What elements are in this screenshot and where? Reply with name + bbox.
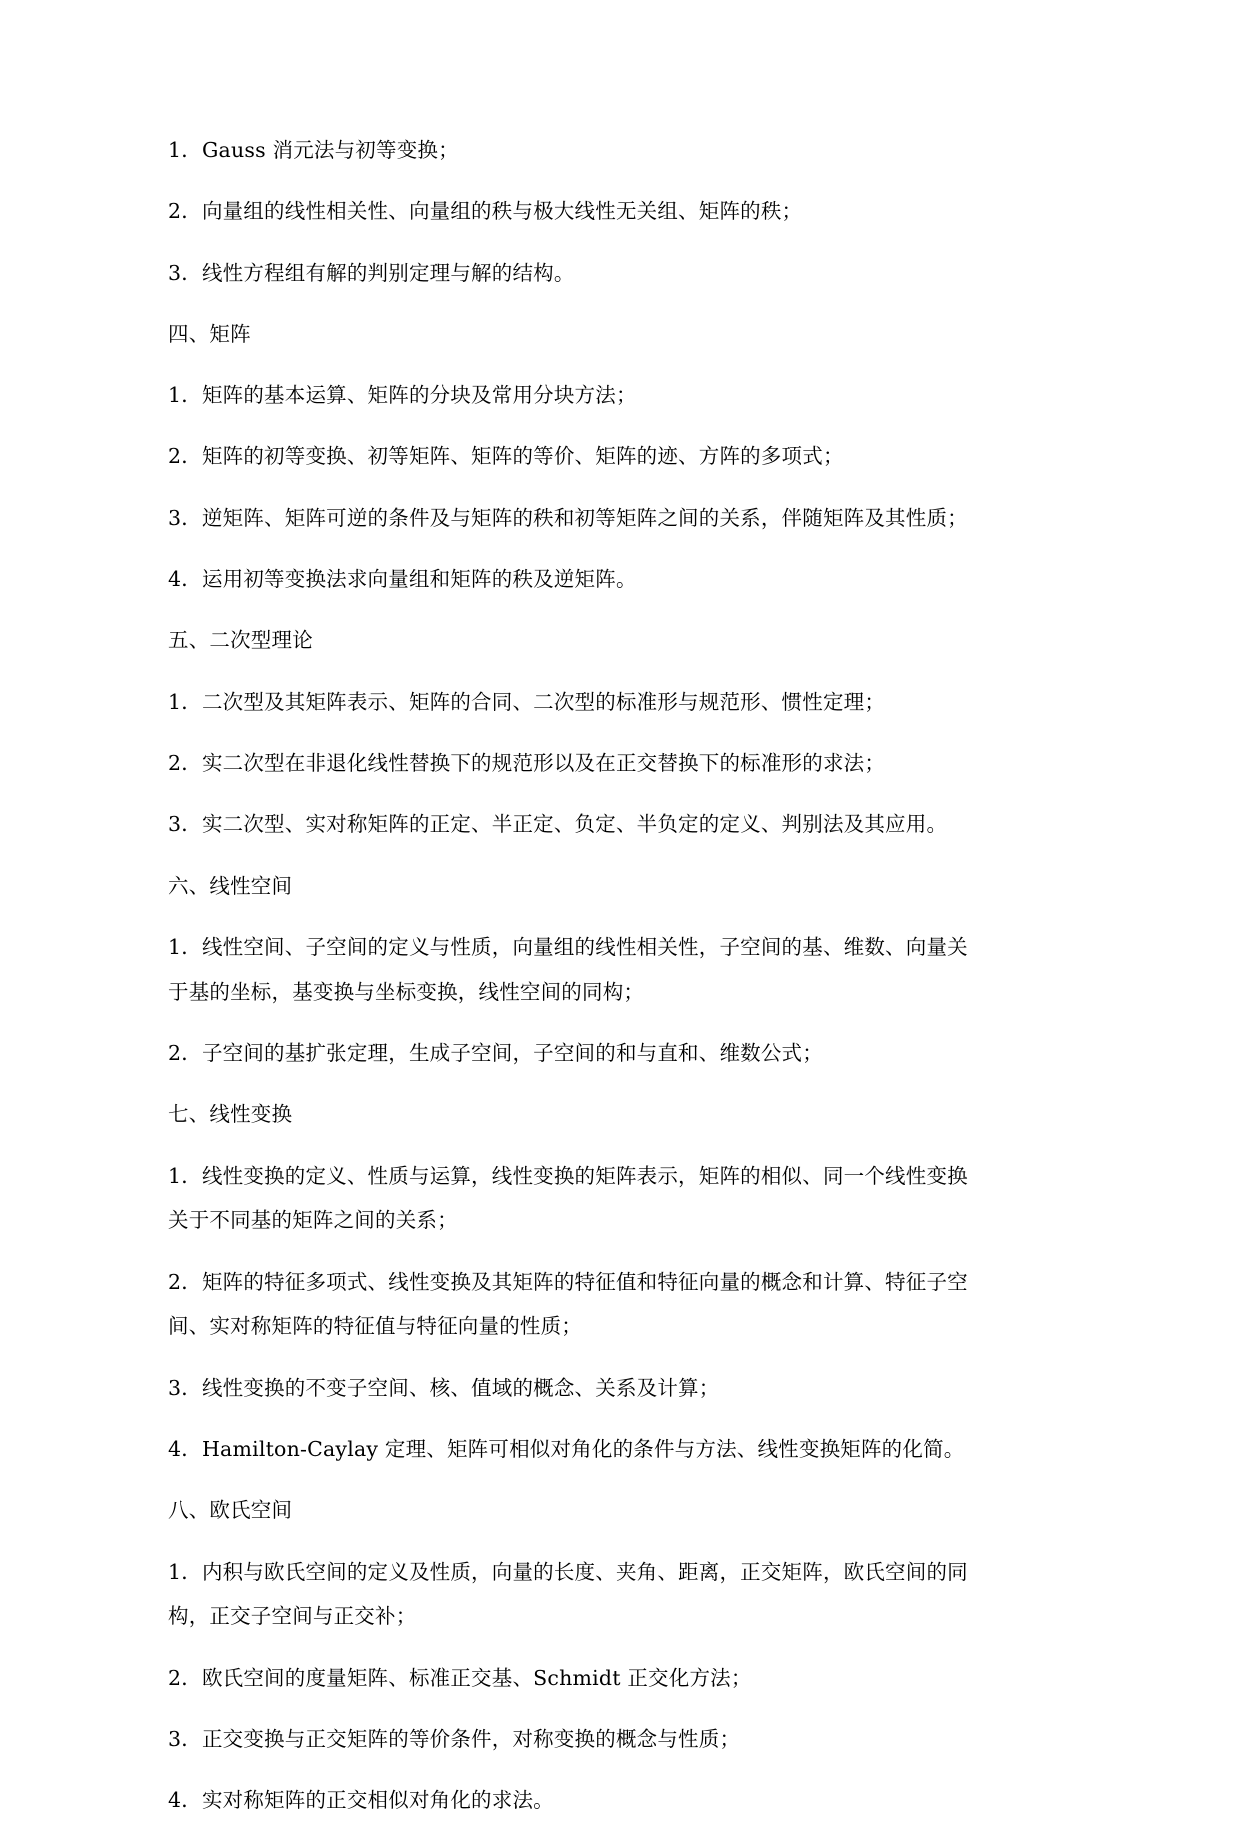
- section-heading-linear-space: 六、线性空间: [168, 873, 293, 898]
- list-item: 1．二次型及其矩阵表示、矩阵的合同、二次型的标准形与规范形、惯性定理；: [168, 689, 886, 714]
- list-item: 1．线性空间、子空间的定义与性质，向量组的线性相关性，子空间的基、维数、向量关于基的坐标，基变换与坐标变换，线性空间的同构；: [168, 934, 968, 1004]
- list-item: 1．线性变换的定义、性质与运算，线性变换的矩阵表示，矩阵的相似、同一个线性变换关于不同基的矩阵之间的关系；: [168, 1163, 968, 1233]
- list-item: 3．线性变换的不变子空间、核、值域的概念、关系及计算；: [168, 1375, 720, 1400]
- list-item: 3．实二次型、实对称矩阵的正定、半正定、负定、半负定的定义、判别法及其应用。: [168, 812, 948, 837]
- list-item: 1．内积与欧氏空间的定义及性质，向量的长度、夹角、距离，正交矩阵，欧氏空间的同构，正交子空间与正交补；: [168, 1559, 968, 1629]
- list-item: 2．子空间的基扩张定理，生成子空间，子空间的和与直和、维数公式；: [168, 1040, 823, 1065]
- list-item: 2．矩阵的初等变换、初等矩阵、矩阵的等价、矩阵的迹、方阵的多项式；: [168, 444, 844, 469]
- list-item: 2．矩阵的特征多项式、线性变换及其矩阵的特征值和特征向量的概念和计算、特征子空间、实对称矩阵的特征值与特征向量的性质；: [168, 1269, 968, 1339]
- section-heading-quadratic-form: 五、二次型理论: [168, 628, 313, 653]
- list-item: 4．Hamilton-Caylay 定理、矩阵可相似对角化的条件与方法、线性变换矩阵的化简。: [168, 1437, 965, 1462]
- section-heading-euclidean-space: 八、欧氏空间: [168, 1498, 293, 1523]
- list-item: 2．欧氏空间的度量矩阵、标准正交基、Schmidt 正交化方法；: [168, 1665, 752, 1690]
- list-item: 1．Gauss 消元法与初等变换；: [168, 138, 459, 162]
- section-heading-linear-transformation: 七、线性变换: [168, 1102, 293, 1127]
- list-item: 2．实二次型在非退化线性替换下的规范形以及在正交替换下的标准形的求法；: [168, 750, 886, 775]
- list-item: 4．运用初等变换法求向量组和矩阵的秩及逆矩阵。: [168, 567, 637, 592]
- list-item: 2．向量组的线性相关性、向量组的秩与极大线性无关组、矩阵的秩；: [168, 199, 803, 224]
- document-body: [168, 128, 980, 1823]
- section-heading-matrix: 四、矩阵: [168, 321, 251, 346]
- list-item: 3．逆矩阵、矩阵可逆的条件及与矩阵的秩和初等矩阵之间的关系，伴随矩阵及其性质；: [168, 505, 968, 530]
- list-item: 1．矩阵的基本运算、矩阵的分块及常用分块方法；: [168, 383, 637, 408]
- list-item: 3．线性方程组有解的判别定理与解的结构。: [168, 260, 575, 285]
- list-item: 4．实对称矩阵的正交相似对角化的求法。: [168, 1788, 554, 1813]
- list-item: 3．正交变换与正交矩阵的等价条件，对称变换的概念与性质；: [168, 1727, 741, 1752]
